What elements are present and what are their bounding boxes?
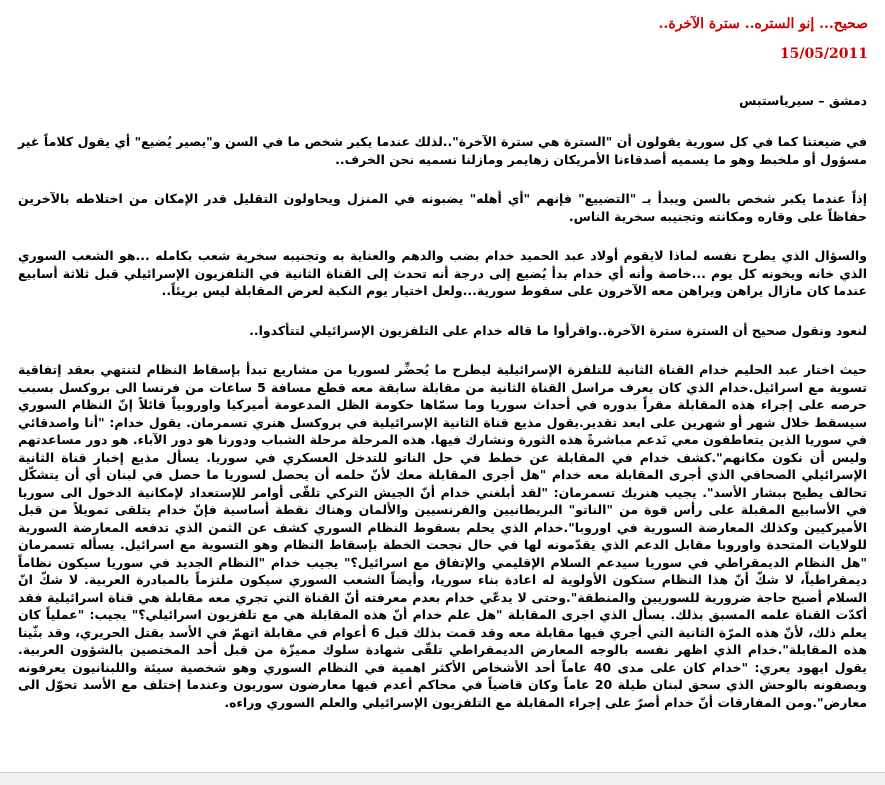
horizontal-scrollbar[interactable] (0, 772, 885, 785)
article-paragraph-2: إذاً عندما يكبر شخص بالسن ويبدأ بـ "التضييع" فإنهم "أي أهله" يضبونه في المنزل ويحاولون التقليل قدر الإمكان من اختلاطه بالآخرين حفاظاً على وقاره ومكانته وتجنيبه سخرية الناس. (18, 191, 867, 224)
article-dateline: دمشق – سيرياستبس (739, 93, 867, 108)
article-paragraph-4: لنعود ونقول صحيح أن السترة سترة الآخرة..واقرأوا ما قاله خدام على التلفزيون الإسرائيلي لتتأكدوا.. (249, 322, 867, 338)
article-title: صحيح... إنو الستره.. سترة الآخرة.. (658, 16, 868, 32)
article-date: 15/05/2011 (779, 46, 868, 62)
article-paragraph-1: في ضيعتنا كما في كل سورية يقولون أن "السترة هي سترة الآخرة"..لذلك عندما يكبر شخص ما في السن و"يصير يُضيع" أي يقول كلاماً غير مسؤول أو ملخبط وهو ما يسميه أصدقاءنا الأمريكان زهايمر ومازلنا نسميه نحن الخرف.. (18, 134, 867, 167)
article-paragraph-5: حيث اختار عبد الحليم خدام القناة الثانية للتلفزة الإسرائيلية ليطرح ما يُحضِّر لسوريا من مشاريع تبدأ بإسقاط النظام لتنتهي بعقد إتفاقية تسوية مع اسرائيل.خدام الذي كان يعرف مراسل القناة الثانية من مقابلة سابقة معه قطع مسافة 5 ساعات من فرنسا الى بروكسل بسبب حرصه على إجراء هذه المقابلة مقراً بدوره في أحداث سوريا وما سمّاها حكومة الظل المدعومة أميركيا واوروبياً قائلاً إنّ النظام السوري سيسقط خلال شهر أو شهرين على ابعد تقدير.يقول مذيع قناة الثانية الإسرائيلية في بروكسل هنري تسمرمان. يقول خدام: "أنا واصدقائي في سوريا الذين يتعاطفون معي نَدعم مباشرةً هذه الثورة ونشارك فيها. هذه المرحلة مرحلة الشباب ودورنا هو دور الآباء. هو دور مساعدتهم وليس أن نكون مكانهم".كشف خدام في المقابلة عن خطط في حل الناتو للتدخل العسكري في سوريا. يسأل مذيع إخبار قناة الثانية الإسرائيلي الصحافي الذي أجرى المقابلة معه خدام "هل أجرى المقابلة معك لأنّ حلمه أن يحصل لسوريا ما حصل في لبنان أي أن يتشكّل تحالف يطيح ببشار الأسد". يجيب هنريك تسمرمان: "لقد أبلغني خدام أنّ الجيش التركي تلقّى أوامر للإستعداد لإمكانية الدخول الى سوريا في الأسابيع المقبلة على رأس قوة من "الناتو" البريطانيين والفرنسيين والألمان وهناك نقطة أساسية فإنّ خدام يتلقى تمويلاً من قبل الأميركيين وكذلك المعارضة السورية في اوروبا".خدام الذي يحلم بسقوط النظام السوري كشف عن الثمن الذي تدفعه المعارضة السورية للولايات المتحدة واوروبا مقابل الدعم الذي يقدّمونه لها في حال نجحت الخطة بإسقاط النظام وهو التسوية مع اسرائيل. يسأله تسمرمان "هل النظام الديمقراطي في سوريا سيدعم السلام الإقليمي والإتفاق مع اسرائيل؟" يجيب خدام "النظام الجديد في سوريا سيكون نظاماً ديمقراطياً، لا شكّ أنّ هذا النظام ستكون الأولوية له اعادة بناء سوريا، وأيضاً الشعب السوري سيكون ملتزماً بالمبادرة العربية. لا شكّ انّ السلام أصبح حاجة ضرورية للسوريين والمنطقة".وحتى لا يدعّي خدام بعدم معرفته أنّ القناة التي تجري معه مقابلة هي قناة اسرائيلية فقد أكدّت القناة علمه المسبق بذلك. يسأل الذي اجرى المقابلة "هل علم خدام أنّ هذه المقابلة هي مع تلفزيون اسرائيلي؟" يجيب: "عملياً كان يعلم ذلك، لأنّ هذه المرّة الثانية التي أجري فيها مقابلة معه وقد قمت بذلك قبل 6 أعوام في مقابلة اتهمّ في الأسد بقتل الحريري، وقد بثّينا هذه المقابلة".خدام الذي اظهر نفسه بالوجه المعارض الديمقراطي تلقّى شهادة سلوك مميزّة من قبل أحد المختصين بالشؤون العربية. يقول ايهود يعري: "خدام كان على مدى 40 عاماً أحد الأشخاص الأكثر اهمية في النظام السوري وهو شخصية سيئة واللبنانيون يعرفونه ويصفونه بالوحش الذي سحق لبنان طيلة 20 عاماً وكان قاضياً في محاكم أعدم فيها معارضون سوريون وعندما إختلف مع الأسد تحوّل الى معارض".ومن المفارقات أنّ خدام أصرّ على إجراء المقابلة مع التلفزيون الإسرائيلي والعلم السوري وراءه. (18, 362, 867, 710)
article-paragraph-3: والسؤال الذي يطرح نفسه لماذا لايقوم أولاد عبد الحميد خدام بضب والدهم والعناية به وتجنيبه سخرية شعب بكامله ...هو الشعب السوري الذي خانه ويخونه كل يوم ...خاصة وأنه أي خدام بدأ يُضيع إلى درجة أنه تحدث إلى القناة الثانية في التلفزيون الإسرائيلي قبل ثلاثة أسابيع عندما كان مازال يراهن ويراهن معه الآخرون على سقوط سورية...ولعل اختيار يوم النكبة لعرض المقابلة ليس بريئاً.. (18, 248, 867, 298)
